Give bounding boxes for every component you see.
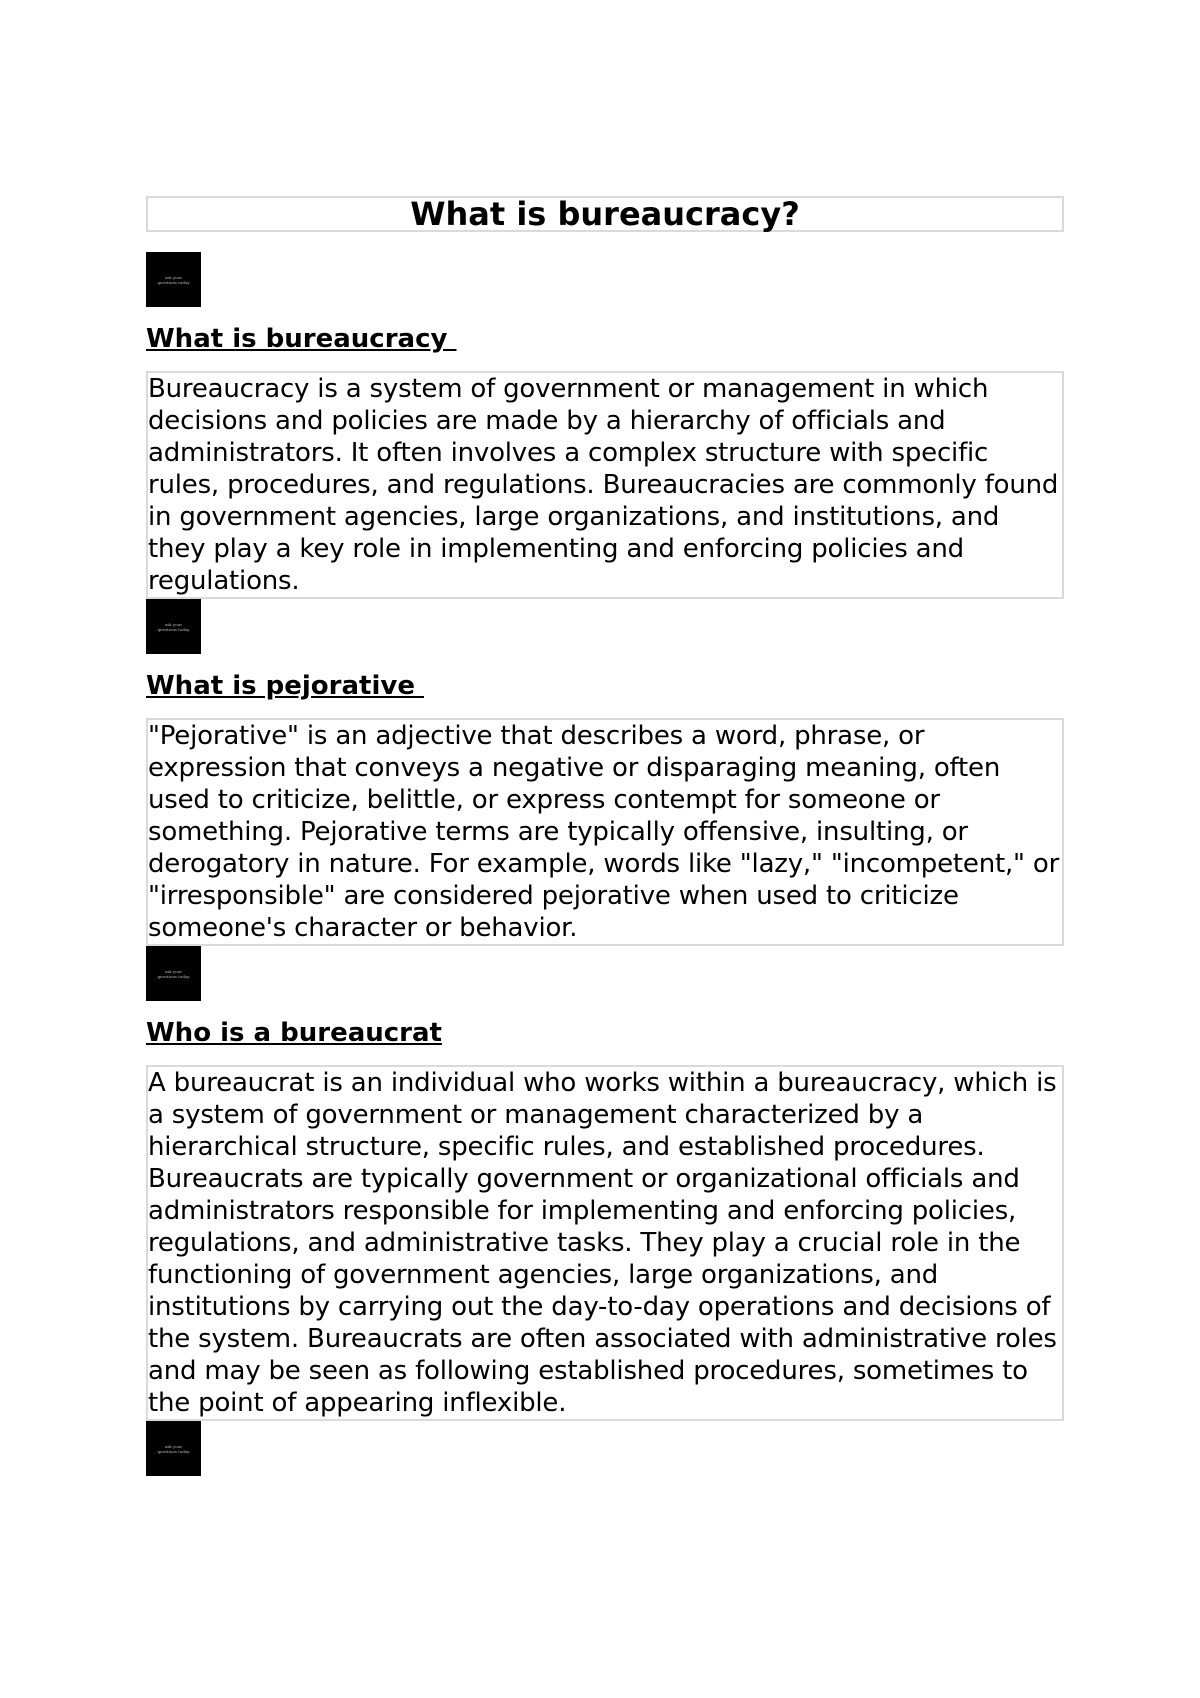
- thumbnail-image: [146, 599, 201, 654]
- document-title: What is bureaucracy?: [146, 196, 1064, 232]
- section-heading: What is pejorative: [146, 671, 425, 701]
- thumbnail-caption-line: ask your: [164, 968, 183, 974]
- thumbnail-image: [146, 1421, 201, 1476]
- section-body: A bureaucrat is an individual who works within a bureaucracy, which is a system of government or management characterized by a hierarchical structure, specific rules, and established procedures. Bureaucrats are typically government or organizational officials and administrators responsible for implementing and enforcing policies, regulations, and administrative tasks. They play a crucial role in the functioning of government agencies, large organizations, and institutions by carrying out the day-to-day operations and decisions of the system. Bureaucrats are often associated with administrative roles and may be seen as following established procedures, sometimes to the point of appearing inflexible.: [146, 1065, 1064, 1421]
- section-heading: Who is a bureaucrat: [146, 1018, 442, 1048]
- thumbnail-caption-line: ask your: [164, 274, 183, 280]
- thumbnail-image: [146, 946, 201, 1001]
- thumbnail-caption-line: ask your: [164, 621, 183, 627]
- thumbnail-caption-line: questions today: [157, 1448, 190, 1454]
- thumbnail-caption-line: questions today: [157, 626, 190, 632]
- section-body: "Pejorative" is an adjective that describes a word, phrase, or expression that conveys a negative or disparaging meaning, often used to criticize, belittle, or express contempt for someone or something. Pejorative terms are typically offensive, insulting, or derogatory in nature. For example, words like "lazy," "incompetent," or "irresponsible" are considered pejorative when used to criticize someone's character or behavior.: [146, 718, 1064, 946]
- section-body: Bureaucracy is a system of government or management in which decisions and policies are made by a hierarchy of officials and administrators. It often involves a complex structure with specific rules, procedures, and regulations. Bureaucracies are commonly found in government agencies, large organizations, and institutions, and they play a key role in implementing and enforcing policies and regulations.: [146, 371, 1064, 599]
- thumbnail-image: [146, 252, 201, 307]
- thumbnail-caption-line: questions today: [157, 279, 190, 285]
- section-heading: What is bureaucracy: [146, 324, 457, 354]
- thumbnail-caption-line: ask your: [164, 1443, 183, 1449]
- thumbnail-caption-line: questions today: [157, 973, 190, 979]
- document-page: [146, 196, 1064, 1476]
